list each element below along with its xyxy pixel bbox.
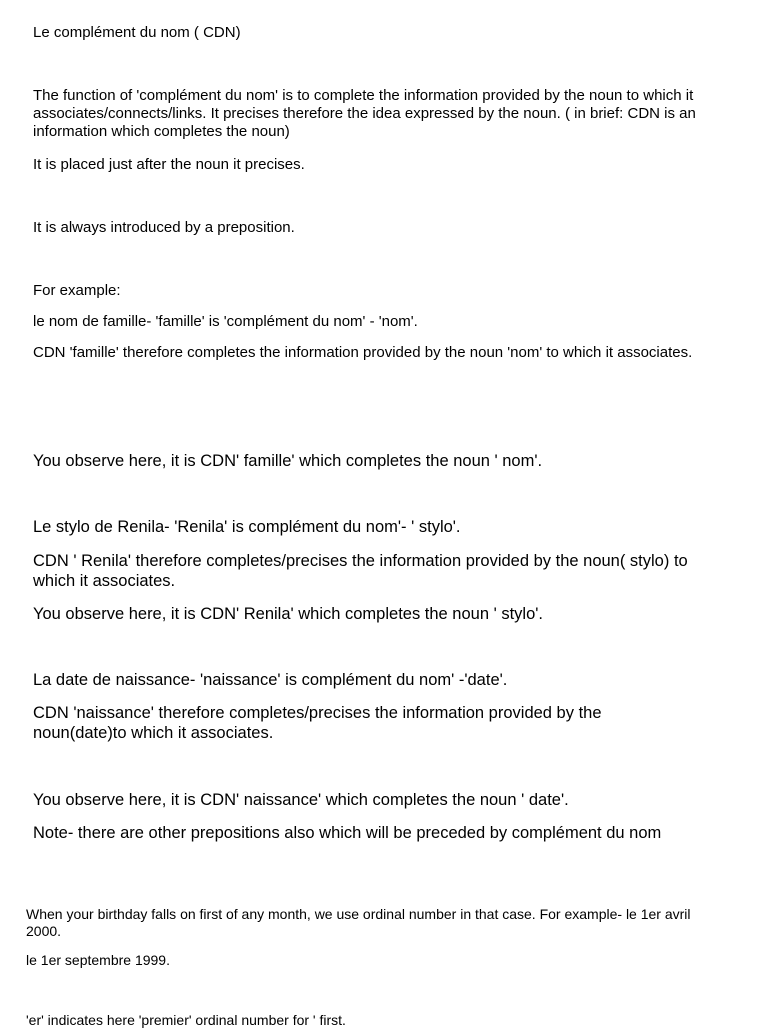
paragraph-ordinal: 'er' indicates here 'premier' ordinal number for ' first. [26,1012,346,1028]
paragraph-birthday: When your birthday falls on first of any month, we use ordinal number in that case. For example- le 1er avril 2000. [26,906,691,939]
explanation-naissance: CDN 'naissance' therefore completes/precises the information provided by the noun(date)to which it associates. [33,704,602,742]
example-famille: le nom de famille- 'famille' is 'complément du nom' - 'nom'. [33,313,418,330]
observe-renila: You observe here, it is CDN' Renila' which completes the noun ' stylo'. [33,605,543,623]
paragraph-preposition: It is always introduced by a preposition. [33,219,295,236]
note-prepositions: Note- there are other prepositions also which will be preceded by complément du nom [33,824,662,842]
document-title: Le complément du nom ( CDN) [33,24,241,41]
example-naissance: La date de naissance- 'naissance' is complément du nom' -'date'. [33,671,508,689]
paragraph-function: The function of 'complément du nom' is to complete the information provided by the noun to which it associates/connects/links. It precises therefore the idea expressed by the noun. ( in brief: CDN is an information which completes the noun) [33,87,696,140]
paragraph-placement: It is placed just after the noun it precises. [33,156,305,173]
example-renila: Le stylo de Renila- 'Renila' is complément du nom'- ' stylo'. [33,518,461,536]
observe-naissance: You observe here, it is CDN' naissance' which completes the noun ' date'. [33,791,569,809]
paragraph-for-example: For example: [33,282,121,299]
explanation-renila: CDN ' Renila' therefore completes/precises the information provided by the noun( stylo) to which it associates. [33,552,688,590]
paragraph-date-example: le 1er septembre 1999. [26,952,170,968]
explanation-famille: CDN 'famille' therefore completes the information provided by the noun 'nom' to which it associates. [33,344,693,361]
observe-famille: You observe here, it is CDN' famille' which completes the noun ' nom'. [33,452,543,470]
